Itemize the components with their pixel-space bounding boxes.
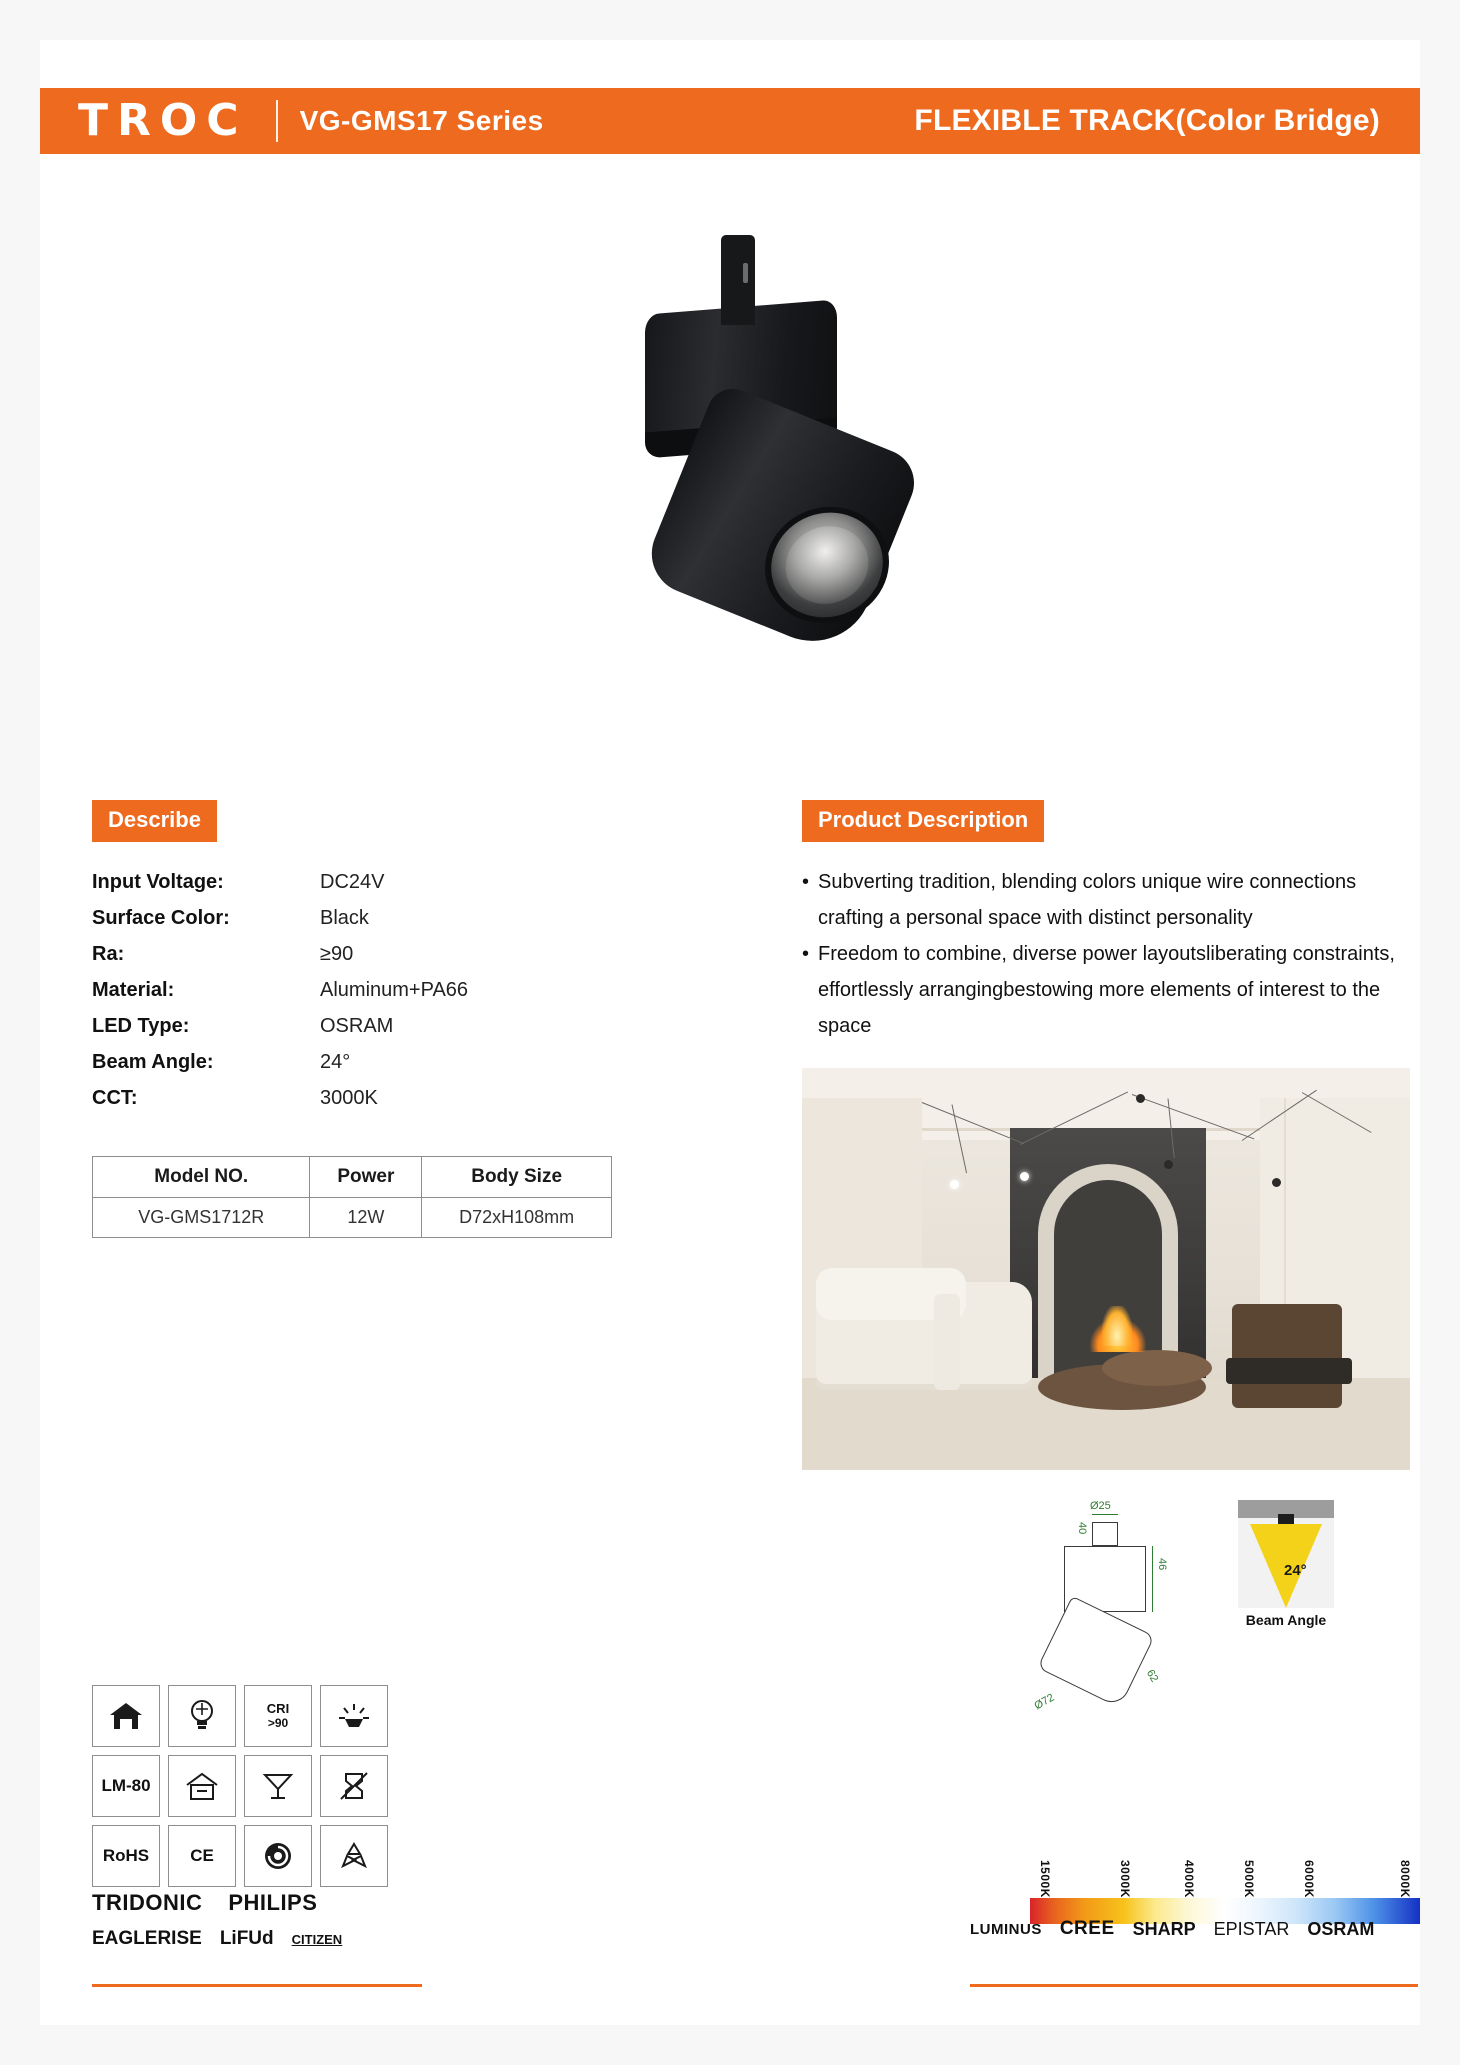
header-divider [276,100,278,142]
spec-row [92,1080,672,1116]
brand-sharp: SHARP [1132,1918,1196,1939]
brand-osram: OSRAM [1307,1918,1375,1939]
table-row [93,1198,612,1238]
cell-body-size: D72xH108mm [422,1198,612,1238]
bullet-text: Freedom to combine, diverse power layoutsliberating constraints, effortlessly arrangingbestowing more elements of interest to the space [818,943,1395,1037]
certification-icons [92,1685,392,1887]
dim-label-body-height: 46 [1156,1558,1168,1571]
model-table [92,1156,612,1238]
dim-top-cylinder [1092,1522,1118,1546]
spec-value: Aluminum+PA66 [320,979,469,1001]
rohs-label: RoHS [102,1845,150,1865]
column-header-power: Power [310,1157,422,1198]
cell-power: 12W [310,1198,422,1238]
photo-track-node [1272,1178,1281,1187]
cct-scale [1030,1840,1420,1924]
bulb-icon [168,1685,236,1747]
cct-tick: 6000K [1302,1860,1316,1898]
application-photo [802,1068,1410,1470]
dim-head [1037,1596,1155,1708]
brand-luminus: LUMINUS [970,1920,1042,1938]
spec-value: DC24V [320,871,385,893]
spec-row [92,864,672,900]
brand-tridonic: TRIDONIC [92,1890,203,1915]
dimension-drawing [1032,1500,1200,1730]
beam-angle-caption: Beam Angle [1245,1612,1327,1628]
bullet-dot-icon: • [802,871,810,893]
brand-citizen: CITIZEN [291,1932,343,1947]
photo-track-light [1020,1172,1029,1181]
lamp-stem-slot [743,263,748,283]
certification-grid [92,1685,392,1887]
product-description-tab: Product Description [802,800,1044,842]
product-description-section [802,800,1402,1044]
cct-tick: 5000K [1242,1860,1256,1898]
footer-rule-right [970,1984,1418,1987]
rohs-icon [92,1825,160,1887]
series-name: VG-GMS17 Series [299,105,544,136]
brand-block [78,95,544,146]
brand-eaglerise: EAGLERISE [92,1928,202,1949]
photo-decor [934,1294,960,1390]
ip-house-icon [168,1755,236,1817]
spec-row [92,900,672,936]
bullet-text: Subverting tradition, blending colors unique wire connections crafting a personal space with distinct personality [818,871,1357,929]
driver-brand-logos [92,1890,422,1950]
dim-label-top-height: 40 [1076,1522,1088,1535]
ce-label: CE [190,1845,214,1865]
lm80-label: LM-80 [101,1775,151,1795]
spec-row [92,972,672,1008]
photo-track-node [1136,1094,1145,1103]
table-header-row [93,1157,612,1198]
ce-icon [168,1825,236,1887]
dim-label-head-length: 62 [1143,1667,1161,1685]
product-hero-image [40,180,1420,760]
spec-key: Surface Color: [92,907,230,929]
recycle-arrow-icon [244,1825,312,1887]
led-brand-logos [970,1918,1374,1940]
lm80-icon [92,1755,160,1817]
driver-brand-row-1 [92,1890,422,1916]
describe-section [92,800,672,1238]
no-uv-icon [320,1755,388,1817]
photo-fireplace-flame [1102,1306,1132,1346]
spec-value: OSRAM [320,1015,394,1037]
bullet-list [802,864,1402,1044]
photo-armchair-seat [1226,1358,1352,1384]
column-header-body-size: Body Size [422,1157,612,1198]
spec-value: 24° [320,1051,351,1073]
track-spotlight-illustration [635,235,935,735]
beam-diagram-box [1238,1500,1334,1608]
footer-rule-left [92,1984,422,1987]
spec-key: LED Type: [92,1015,190,1037]
spec-key: Input Voltage: [92,871,224,893]
list-item [802,864,1402,936]
anti-glare-icon [320,1685,388,1747]
spec-key: Beam Angle: [92,1051,214,1073]
cct-tick-labels [1030,1840,1420,1898]
header-title: FLEXIBLE TRACK(Color Bridge) [914,104,1380,137]
bullet-dot-icon: • [802,943,810,965]
dim-label-top-diameter: Ø25 [1090,1500,1111,1512]
spec-row [92,1044,672,1080]
beam-angle-diagram [1238,1500,1334,1632]
spec-value: 3000K [320,1087,378,1109]
cri-label: CRI [266,1701,290,1717]
indoor-use-icon [92,1685,160,1747]
photo-armchair [1232,1304,1342,1408]
spec-key: Material: [92,979,175,1001]
beam-angle-value: 24° [1284,1562,1307,1579]
spec-row [92,936,672,972]
recycle-icon [320,1825,388,1887]
dim-label-head-diameter: Ø72 [1032,1691,1057,1713]
brand-lifud: LiFUd [219,1928,274,1949]
page-header [40,88,1420,154]
lamp-stem [721,235,755,325]
photo-track-node [1164,1160,1173,1169]
describe-tab: Describe [92,800,217,842]
dim-guide [1152,1546,1153,1612]
column-header-model: Model NO. [93,1157,310,1198]
cct-tick: 8000K [1398,1860,1412,1898]
brand-cree: CREE [1059,1918,1115,1939]
spec-key: CCT: [92,1087,138,1109]
spec-key: Ra: [92,943,125,965]
cct-tick: 4000K [1182,1860,1196,1898]
cri-icon [244,1685,312,1747]
cct-tick: 3000K [1118,1860,1132,1898]
troc-logo: TROC [78,95,248,146]
spec-row [92,1008,672,1044]
flicker-free-icon [244,1755,312,1817]
cri-value: >90 [267,1715,289,1730]
driver-brand-row-2 [92,1928,422,1950]
dim-guide [1092,1514,1118,1515]
cct-tick: 1500K [1038,1860,1052,1898]
brand-philips: PHILIPS [228,1890,318,1915]
spec-list [92,864,672,1116]
beam-light-source [1278,1514,1294,1524]
spec-value: Black [320,907,369,929]
brand-epistar: EPISTAR [1213,1918,1290,1939]
photo-side-table [1102,1350,1212,1386]
spec-value: ≥90 [320,943,354,965]
photo-track-light [950,1180,959,1189]
cell-model: VG-GMS1712R [93,1198,310,1238]
datasheet-page [40,40,1420,2025]
list-item [802,936,1402,1044]
